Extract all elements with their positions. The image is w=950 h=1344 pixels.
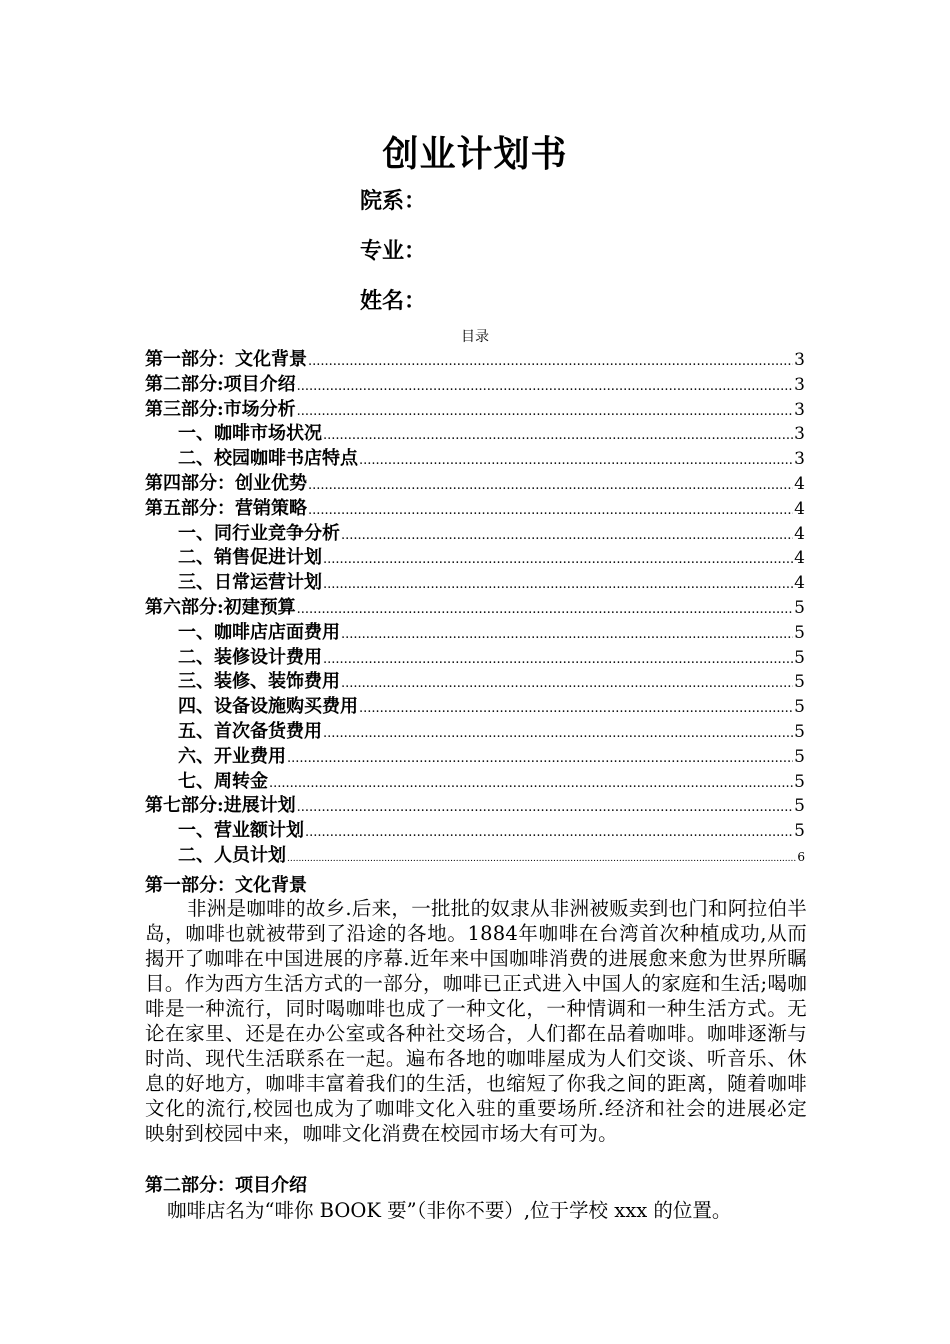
toc-entry[interactable]: [145, 621, 805, 646]
toc-entry[interactable]: [145, 373, 805, 398]
toc-entry-label: 二、装修设计费用: [178, 646, 322, 668]
toc-entry-page: 5: [794, 672, 805, 693]
toc-entry-label: 二、销售促进计划: [178, 547, 322, 569]
toc-entry[interactable]: [145, 472, 805, 497]
toc-entry[interactable]: [145, 398, 805, 423]
toc-leader-dots: [297, 598, 794, 623]
toc-entry-page: 5: [794, 796, 805, 817]
toc-leader-dots: [287, 747, 793, 772]
toc-entry-label: 第五部分：营销策略: [145, 497, 307, 519]
toc-entry[interactable]: [145, 497, 805, 522]
toc-entry[interactable]: [145, 770, 805, 795]
toc-entry-page: 5: [794, 622, 805, 643]
toc-leader-dots: [308, 474, 793, 499]
toc-entry-page: 4: [794, 523, 805, 544]
toc-entry-label: 第一部分：文化背景: [145, 349, 307, 370]
toc-entry-page: 3: [794, 399, 805, 420]
toc-entry-label: 第七部分:进展计划: [145, 795, 296, 817]
toc-entry[interactable]: [145, 596, 805, 621]
table-of-contents: [145, 348, 805, 869]
toc-entry-page: 3: [794, 449, 805, 470]
major-field: 专业：: [360, 238, 427, 264]
toc-entry-page: 5: [794, 697, 805, 718]
toc-entry[interactable]: [145, 670, 805, 695]
toc-entry-label: 二、校园咖啡书店特点: [178, 448, 358, 470]
toc-entry-label: 第二部分:项目介绍: [145, 373, 296, 395]
toc-leader-dots: [341, 524, 793, 549]
toc-entry-label: 七、周转金: [178, 770, 268, 792]
toc-entry-page: 5: [794, 771, 805, 792]
toc-leader-dots: [359, 697, 793, 722]
toc-leader-dots: [323, 424, 793, 449]
toc-entry[interactable]: [145, 695, 805, 720]
section1-paragraph: 非洲是咖啡的故乡.后来，一批批的奴隶从非洲被贩卖到也门和阿拉伯半岛，咖啡也就被带到了沿途的各地。1884年咖啡在台湾首次种植成功,从而揭开了咖啡在中国进展的序幕.近年来中国咖啡消费的进展愈来愈为世界所瞩目。作为西方生活方式的一部分，咖啡已正式进入中国人的家庭和生活;喝咖啡是一种流行，同时喝咖啡也成了一种文化，一种情调和一种生活方式。无论在家里、还是在办公室或各种社交场合，人们都在品着咖啡。咖啡逐渐与时尚、现代生活联系在一起。遍布各地的咖啡屋成为人们交谈、听音乐、休息的好地方，咖啡丰富着我们的生活，也缩短了你我之间的距离，随着咖啡文化的流行,校园也成为了咖啡文化入驻的重要场所.经济和社会的进展必定映射到校园中来，咖啡文化消费在校园市场大有可为。: [145, 897, 807, 1145]
toc-leader-dots: [308, 499, 793, 524]
toc-leader-dots: [323, 648, 793, 673]
toc-leader-dots: [323, 722, 793, 747]
toc-entry[interactable]: [145, 794, 805, 819]
toc-entry-label: 三、装修、装饰费用: [178, 671, 340, 693]
toc-entry-label: 第六部分:初建预算: [145, 596, 296, 618]
toc-entry-page: 4: [794, 498, 805, 519]
toc-entry[interactable]: [145, 745, 805, 770]
toc-leader-dots: [287, 847, 796, 872]
section2-paragraph: 咖啡店名为“啡你 BOOK 要”（非你不要）,位于学校 xxx 的位置。: [167, 1199, 732, 1222]
toc-leader-dots: [269, 772, 793, 797]
toc-entry[interactable]: [145, 819, 805, 844]
toc-leader-dots: [341, 672, 793, 697]
document-title: 创业计划书: [382, 133, 568, 175]
toc-entry-page: 4: [794, 473, 805, 494]
toc-entry[interactable]: [145, 646, 805, 671]
toc-leader-dots: [297, 796, 794, 821]
name-field: 姓名：: [360, 288, 427, 314]
toc-entry-label: 第三部分:市场分析: [145, 398, 296, 420]
toc-entry-page: 5: [794, 597, 805, 618]
toc-entry-label: 一、同行业竞争分析: [178, 522, 340, 544]
toc-entry-label: 一、咖啡店店面费用: [178, 621, 340, 643]
toc-entry-page: 3: [794, 350, 805, 370]
toc-leader-dots: [359, 449, 793, 474]
toc-leader-dots: [297, 400, 794, 425]
toc-entry[interactable]: [145, 844, 805, 869]
toc-entry-label: 五、首次备货费用: [178, 720, 322, 742]
section1-heading: 第一部分：文化背景: [145, 875, 307, 896]
toc-entry[interactable]: [145, 348, 805, 373]
toc-entry[interactable]: [145, 522, 805, 547]
toc-entry-page: 4: [794, 548, 805, 569]
toc-entry-page: 5: [794, 821, 805, 842]
toc-entry-page: 5: [794, 647, 805, 668]
toc-leader-dots: [308, 350, 793, 375]
toc-entry[interactable]: [145, 422, 805, 447]
toc-entry-page: 3: [794, 374, 805, 395]
toc-entry[interactable]: [145, 447, 805, 472]
toc-entry-label: 一、营业额计划: [178, 820, 304, 842]
toc-entry-page: 6: [797, 849, 805, 864]
department-field: 院系：: [360, 188, 427, 214]
toc-heading: 目录: [461, 329, 489, 345]
toc-entry-label: 三、日常运营计划: [178, 572, 322, 594]
toc-entry-label: 第四部分：创业优势: [145, 472, 307, 494]
toc-leader-dots: [305, 821, 793, 846]
toc-entry-label: 二、人员计划: [178, 844, 286, 866]
toc-entry-page: 5: [794, 746, 805, 767]
toc-entry[interactable]: [145, 720, 805, 745]
toc-entry[interactable]: [145, 571, 805, 596]
toc-entry-page: 4: [794, 573, 805, 594]
toc-entry-page: 3: [794, 424, 805, 445]
toc-entry-page: 5: [794, 721, 805, 742]
toc-entry-label: 四、设备设施购买费用: [178, 696, 358, 718]
toc-leader-dots: [323, 548, 793, 573]
toc-entry-label: 一、咖啡市场状况: [178, 423, 322, 445]
section2-heading: 第二部分：项目介绍: [145, 1175, 307, 1196]
toc-leader-dots: [323, 573, 793, 598]
toc-entry[interactable]: [145, 546, 805, 571]
toc-leader-dots: [341, 623, 793, 648]
toc-leader-dots: [297, 375, 794, 400]
toc-entry-label: 六、开业费用: [178, 745, 286, 767]
